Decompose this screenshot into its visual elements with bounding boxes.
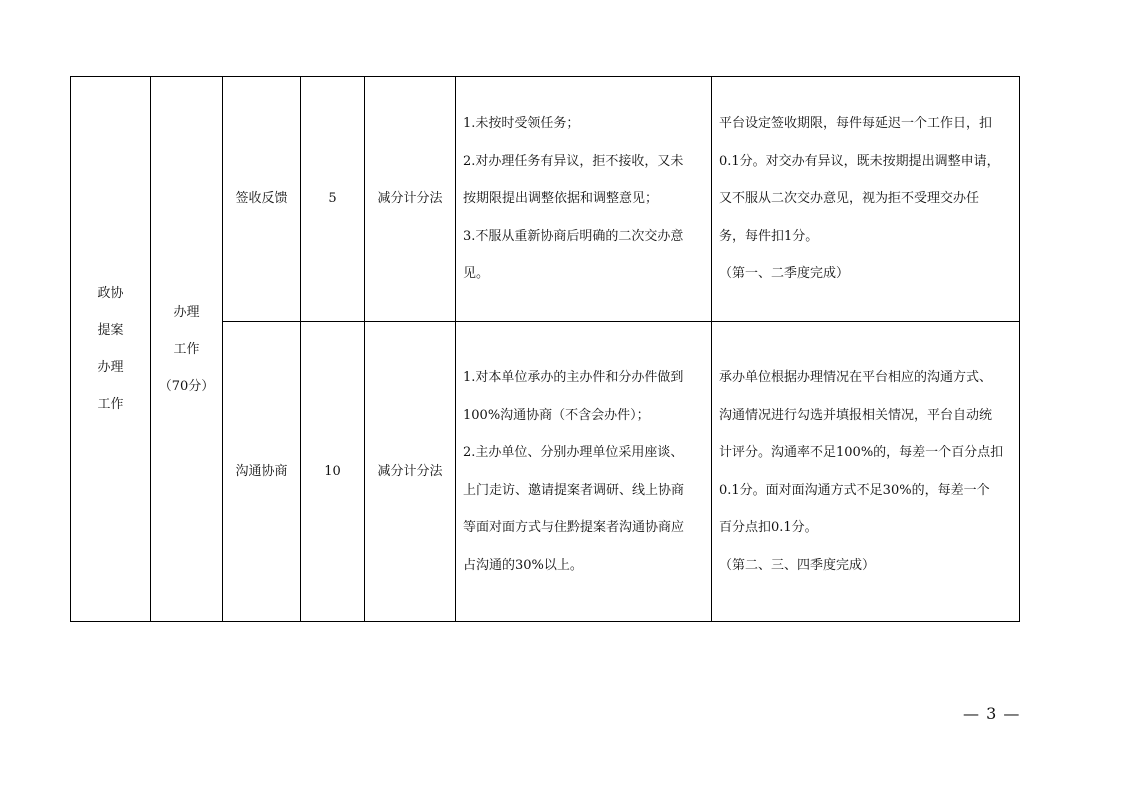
criteria-line: 2.主办单位、分别办理单位采用座谈、	[463, 445, 684, 460]
item-cell: 签收反馈	[223, 77, 301, 322]
category-line: 提案	[97, 323, 124, 338]
section-line: 办理	[173, 304, 200, 320]
rules-line: 平台设定签收期限，每件每延迟一个工作日，扣	[719, 116, 993, 132]
rules-line: 又不服从二次交办意见，视为拒不受理交办任	[719, 191, 980, 207]
criteria-line: 1.未按时受领任务；	[463, 116, 580, 132]
rules-line: 计评分。沟通率不足100%的，每差一个百分点扣	[719, 445, 1004, 460]
section-line: （70分）	[158, 378, 215, 394]
rules-line: 百分点扣0.1分。	[719, 520, 818, 535]
item-cell: 沟通协商	[223, 322, 301, 622]
rules-cell	[712, 322, 1020, 622]
score-cell: 5	[301, 77, 365, 322]
rules-line: 0.1分。对交办有异议，既未按期提出调整申请，	[719, 153, 1000, 169]
rules-line: （第一、二季度完成）	[719, 266, 850, 282]
criteria-line: 100%沟通协商（不含会办件）；	[463, 407, 650, 423]
criteria-line: 占沟通的30%以上。	[463, 557, 583, 573]
rules-line: 承办单位根据办理情况在平台相应的沟通方式、	[719, 370, 993, 385]
section-cell	[151, 77, 223, 622]
category-line: 办理	[97, 360, 124, 375]
table-row	[71, 77, 1020, 322]
page-number: — 3 —	[963, 704, 1021, 723]
method-cell: 减分计分法	[365, 77, 456, 322]
category-cell	[71, 77, 151, 622]
method-cell: 减分计分法	[365, 322, 456, 622]
section-line: 工作	[173, 341, 200, 357]
score-cell: 10	[301, 322, 365, 622]
rules-cell	[712, 77, 1020, 322]
category-line: 政协	[97, 286, 124, 301]
criteria-line: 1.对本单位承办的主办件和分办件做到	[463, 370, 684, 385]
rules-line: 0.1分。面对面沟通方式不足30%的，每差一个	[719, 482, 990, 498]
scoring-table	[70, 76, 1020, 622]
rules-line: （第二、三、四季度完成）	[719, 557, 876, 573]
criteria-line: 上门走访、邀请提案者调研、线上协商	[463, 482, 685, 498]
criteria-line: 按期限提出调整依据和调整意见；	[463, 191, 659, 207]
criteria-line: 见。	[463, 266, 490, 282]
rules-line: 沟通情况进行勾选并填报相关情况，平台自动统	[719, 407, 993, 423]
criteria-cell	[456, 77, 712, 322]
criteria-line: 2.对办理任务有异议，拒不接收，又未	[463, 153, 684, 169]
rules-line: 务，每件扣1分。	[719, 228, 819, 244]
criteria-line: 等面对面方式与住黔提案者沟通协商应	[463, 520, 685, 535]
category-line: 工作	[97, 397, 124, 412]
criteria-line: 3.不服从重新协商后明确的二次交办意	[463, 228, 684, 244]
criteria-cell	[456, 322, 712, 622]
